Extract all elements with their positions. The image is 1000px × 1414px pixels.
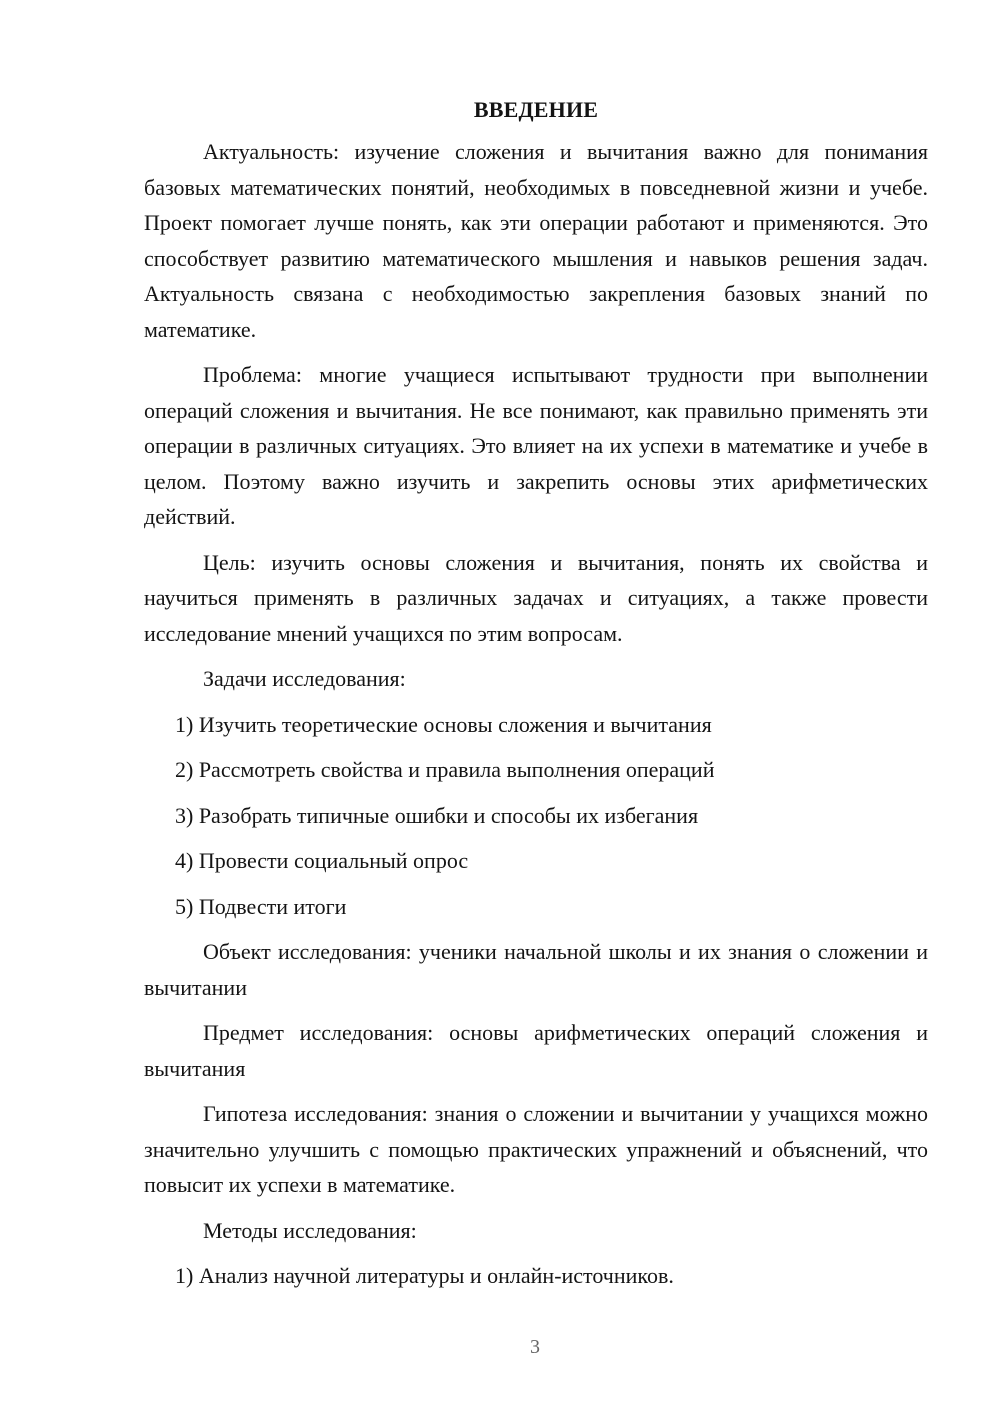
list-item: 1) Изучить теоретические основы сложения и вычитания: [175, 711, 712, 737]
paragraph-goal: Цель: изучить основы сложения и вычитания, понять их свойства и научиться применять в различных задачах и ситуациях, а также провести исследование мнений учащихся по этим вопросам.: [144, 549, 928, 646]
paragraph-hypothesis: Гипотеза исследования: знания о сложении и вычитании у учащихся можно значительно улучшить с помощью практических упражнений и объяснений, что повысит их успехи в математике.: [144, 1101, 928, 1197]
spacer: [144, 1005, 928, 1015]
methods-heading: Методы исследования:: [203, 1217, 417, 1243]
list-item: 2) Рассмотреть свойства и правила выполнения операций: [175, 757, 715, 782]
list-item: 5) Подвести итоги: [175, 893, 347, 919]
list-item: 1) Анализ научной литературы и онлайн-источников.: [175, 1263, 674, 1288]
paragraph-problem: Проблема: многие учащиеся испытывают трудности при выполнении операций сложения и вычитания. Не все понимают, как правильно применять эти операции в различных ситуациях. Это влияет на их успехи в математике и учебе в целом. Поэтому важно изучить и закрепить основы этих арифметических действий.: [144, 362, 928, 529]
document-page: [144, 92, 928, 1304]
tasks-heading: Задачи исследования:: [203, 666, 406, 691]
tasks-list: [144, 707, 928, 925]
spacer: [144, 347, 928, 357]
paragraph-subject: Предмет исследования: основы арифметических операций сложения и вычитания: [144, 1020, 928, 1081]
spacer: [144, 1086, 928, 1096]
spacer: [144, 535, 928, 545]
spacer: [144, 651, 928, 661]
spacer: [144, 1203, 928, 1213]
list-item: 4) Провести социальный опрос: [175, 848, 469, 873]
section-title: ВВЕДЕНИЕ: [473, 97, 599, 122]
page-number: 3: [530, 1336, 540, 1358]
list-item: 3) Разобрать типичные ошибки и способы их избегания: [175, 802, 699, 828]
paragraph-object: Объект исследования: ученики начальной школы и их знания о сложении и вычитании: [144, 939, 928, 1000]
methods-list: [144, 1258, 928, 1294]
paragraph-relevance: Актуальность: изучение сложения и вычитания важно для понимания базовых математических понятий, необходимых в повседневной жизни и учебе. Проект помогает лучше понять, как эти операции работают и применяются. Это способствует развитию математического мышления и навыков решения задач. Актуальность связана с необходимостью закрепления базовых знаний по математике.: [144, 139, 928, 342]
